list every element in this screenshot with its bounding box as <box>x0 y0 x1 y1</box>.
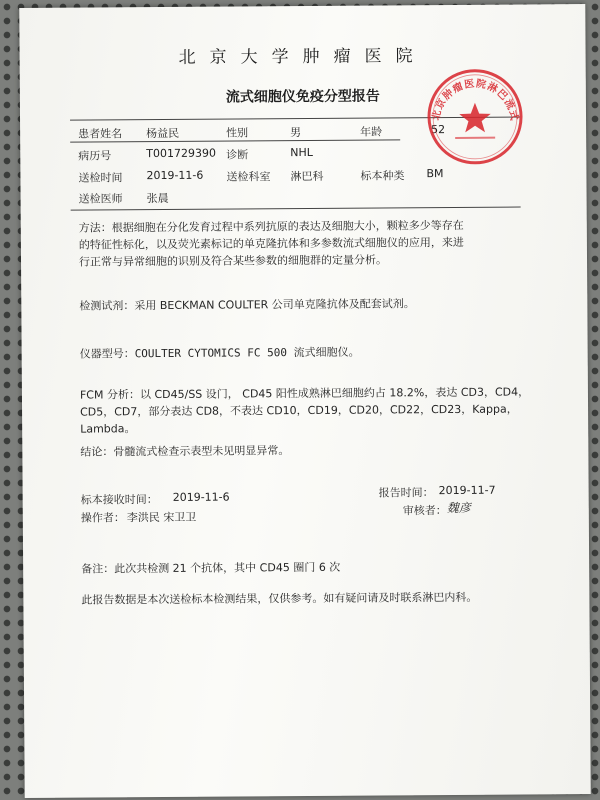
age-label: 年龄 <box>360 125 383 139</box>
reviewer-signature: 魏彦 <box>446 500 471 516</box>
dept-label: 送检科室 <box>226 170 271 184</box>
svg-text:北京肿瘤医院淋巴流式细胞专用章: 北京肿瘤医院淋巴流式细胞专用章 <box>430 78 520 123</box>
report-title: 流式细胞仪免疫分型报告 <box>225 88 380 106</box>
reagent-text: 检测试剂：采用 BECKMAN COULTER 公司单克隆抗体及配套试剂。 <box>79 297 415 313</box>
method-line-3: 行正常与异常细胞的识别及符合某些参数的细胞群的定量分析。 <box>78 253 388 269</box>
note-text: 备注：此次共检测 21 个抗体，其中 CD45 圈门 6 次 <box>81 560 341 576</box>
method-line-1: 方法：根据细胞在分化发育过程中系列抗原的表达及细胞大小，颗粒多少等存在 <box>78 218 464 235</box>
method-paragraph <box>79 217 519 271</box>
reviewer-label: 审核者： <box>402 504 447 518</box>
patient-age: 52 <box>431 123 446 137</box>
header-rule-bottom <box>71 206 521 210</box>
fcm-paragraph <box>80 383 550 437</box>
name-label: 患者姓名 <box>78 127 123 141</box>
report-time-label: 报告时间： <box>378 486 434 500</box>
record-number: T001729390 <box>146 146 217 161</box>
send-time-label: 送检时间 <box>78 171 123 185</box>
report-paper <box>19 4 591 798</box>
doctor-label: 送检医师 <box>78 192 123 206</box>
send-time: 2019-11-6 <box>146 168 204 183</box>
fcm-line-2: CD5，CD7，部分表达 CD8，不表达 CD10，CD19，CD20，CD22，CD23，Kappa，Lambda。 <box>80 402 518 436</box>
instrument-text: 仪器型号：COULTER CYTOMICS FC 500 流式细胞仪。 <box>79 345 360 361</box>
disclaimer-text: 此报告数据是本次送检标本检测结果，仅供参考。如有疑问请及时联系淋巴内科。 <box>81 590 478 607</box>
fcm-line-1: FCM 分析：以 CD45/SS 设门， CD45 阳性成熟淋巴细胞约占 18.2%，表达 CD3，CD4， <box>79 385 530 402</box>
specimen-label: 标本种类 <box>360 169 405 183</box>
report-time: 2019-11-7 <box>438 483 496 498</box>
operator-label: 操作者： <box>80 511 125 525</box>
record-label: 病历号 <box>78 149 112 163</box>
hospital-name: 北京大学肿瘤医院 <box>178 46 427 68</box>
method-line-2: 的特征性标化，以及荧光素标记的单克隆抗体和多参数流式细胞仪的应用，来进 <box>78 235 464 252</box>
operator-names: 李洪民 宋卫卫 <box>126 510 197 525</box>
patient-name: 杨益民 <box>146 126 180 141</box>
patient-gender: 男 <box>290 126 302 140</box>
receive-time: 2019-11-6 <box>172 490 230 504</box>
conclusion-text: 结论：骨髓流式检查示表型未见明显异常。 <box>80 444 290 459</box>
diagnosis-value: NHL <box>290 145 313 160</box>
receive-time-label: 标本接收时间： <box>80 493 158 507</box>
specimen-value: BM <box>426 167 444 181</box>
dept-value: 淋巴科 <box>290 169 324 184</box>
doctor-name: 张晨 <box>146 191 169 206</box>
diagnosis-label: 诊断 <box>226 148 249 162</box>
hospital-stamp <box>425 66 526 167</box>
gender-label: 性别 <box>226 126 249 140</box>
stamp-seal-icon <box>425 66 526 167</box>
